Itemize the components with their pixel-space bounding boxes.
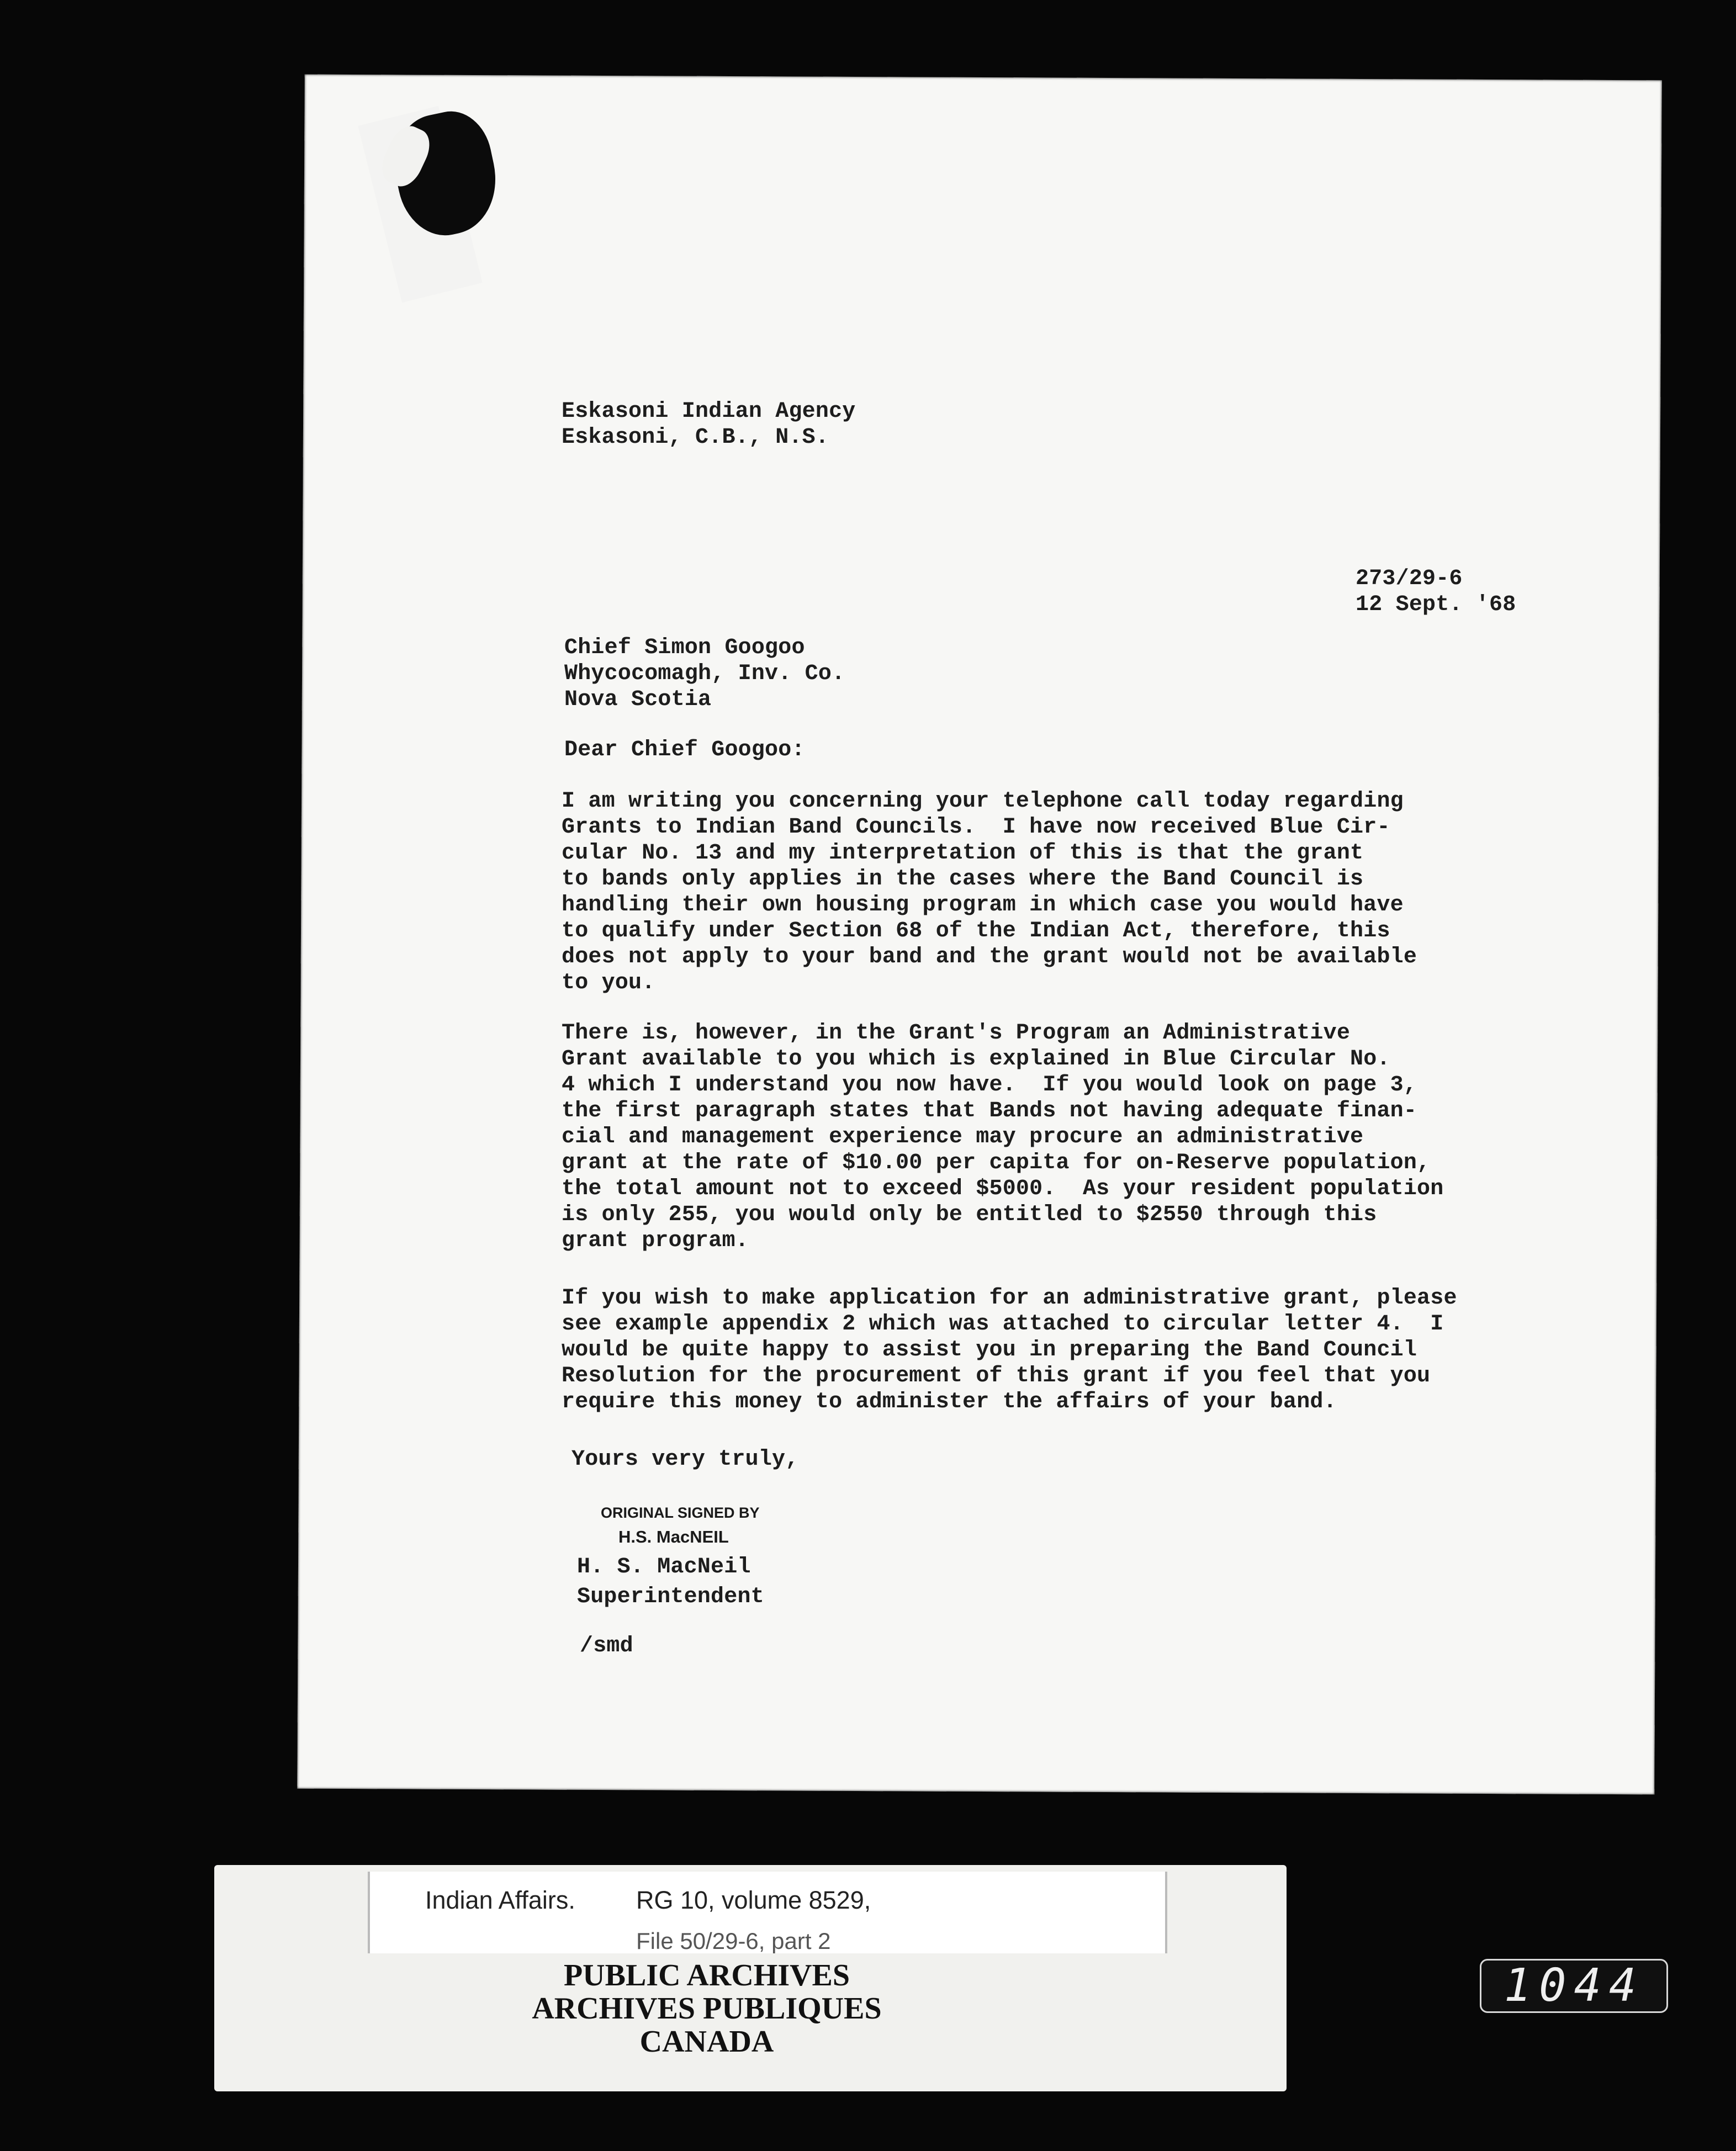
body-paragraph-1 [562,788,1478,996]
reference-block [1356,566,1576,618]
agency-name: Eskasoni Indian Agency [562,399,856,424]
frame-number: 1044 [1480,1959,1668,2013]
letterhead [562,399,1058,451]
text-line: There is, however, in the Grant's Program an Administrative [562,1021,1351,1046]
text-line: 4 which I understand you now have. If you would look on page 3, [562,1073,1417,1098]
signatory-title: Superintendent [577,1585,764,1609]
body-paragraph-3 [562,1285,1478,1415]
text-line: is only 255, you would only be entitled to $2550 through this [562,1202,1377,1227]
typist-initials: /smd [580,1634,633,1659]
text-line: If you wish to make application for an administrative grant, please [562,1286,1457,1311]
closing: Yours very truly, [571,1447,799,1472]
text-line: Grants to Indian Band Councils. I have now received Blue Cir- [562,815,1390,840]
text-line: see example appendix 2 which was attached to circular letter 4. I [562,1312,1444,1337]
text-line: cular No. 13 and my interpretation of this is that the grant [562,841,1364,866]
signature-block [577,1553,1074,1612]
text-line: require this money to administer the affairs of your band. [562,1390,1337,1414]
stamp-line-1: ORIGINAL SIGNED BY [601,1504,760,1521]
text-line: grant at the rate of $10.00 per capita for on-Reserve population, [562,1151,1431,1175]
text-line: to qualify under Section 68 of the Indian Act, therefore, this [562,919,1390,944]
text-line: Grant available to you which is explained in Blue Circular No. [562,1047,1390,1072]
text-line: does not apply to your band and the grant would not be available [562,945,1417,969]
department-label: Indian Affairs. [425,1886,575,1914]
archives-line-2: ARCHIVES PUBLIQUES [532,1991,882,2026]
file-label: File 50/29-6, part 2 [636,1928,831,1953]
text-line: Resolution for the procurement of this grant if you feel that you [562,1364,1431,1389]
archive-label-strip [368,1872,1167,1953]
signatory-name: H. S. MacNeil [577,1555,751,1580]
text-line: the first paragraph states that Bands not having adequate finan- [562,1099,1417,1124]
text-line: I am writing you concerning your telephone call today regarding [562,789,1404,814]
body-paragraph-2 [562,1020,1478,1254]
recipient-name: Chief Simon Googoo [564,635,805,660]
archives-line-3: CANADA [639,2025,774,2059]
stamp-line-2: H.S. MacNEIL [618,1527,729,1546]
file-reference: 273/29-6 [1356,566,1463,591]
recipient-address [564,635,1061,713]
recipient-province: Nova Scotia [564,687,712,712]
text-line: handling their own housing program in which case you would have [562,893,1404,918]
text-line: to bands only applies in the cases where the Band Council is [562,867,1364,892]
text-line: the total amount not to exceed $5000. As your resident population [562,1177,1444,1201]
text-line: to you. [562,971,655,995]
archives-line-1: PUBLIC ARCHIVES [563,1958,850,1993]
signature-stamp [601,1501,910,1549]
archives-title [453,1959,961,2058]
letter-date: 12 Sept. '68 [1356,592,1516,617]
recipient-town: Whycocomagh, Inv. Co. [564,661,845,686]
record-group-label: RG 10, volume 8529, [636,1886,871,1914]
agency-address: Eskasoni, C.B., N.S. [562,425,829,450]
text-line: grant program. [562,1228,749,1253]
text-line: would be quite happy to assist you in preparing the Band Council [562,1338,1417,1363]
text-line: cial and management experience may procure an administrative [562,1125,1364,1149]
salutation: Dear Chief Googoo: [564,738,805,762]
